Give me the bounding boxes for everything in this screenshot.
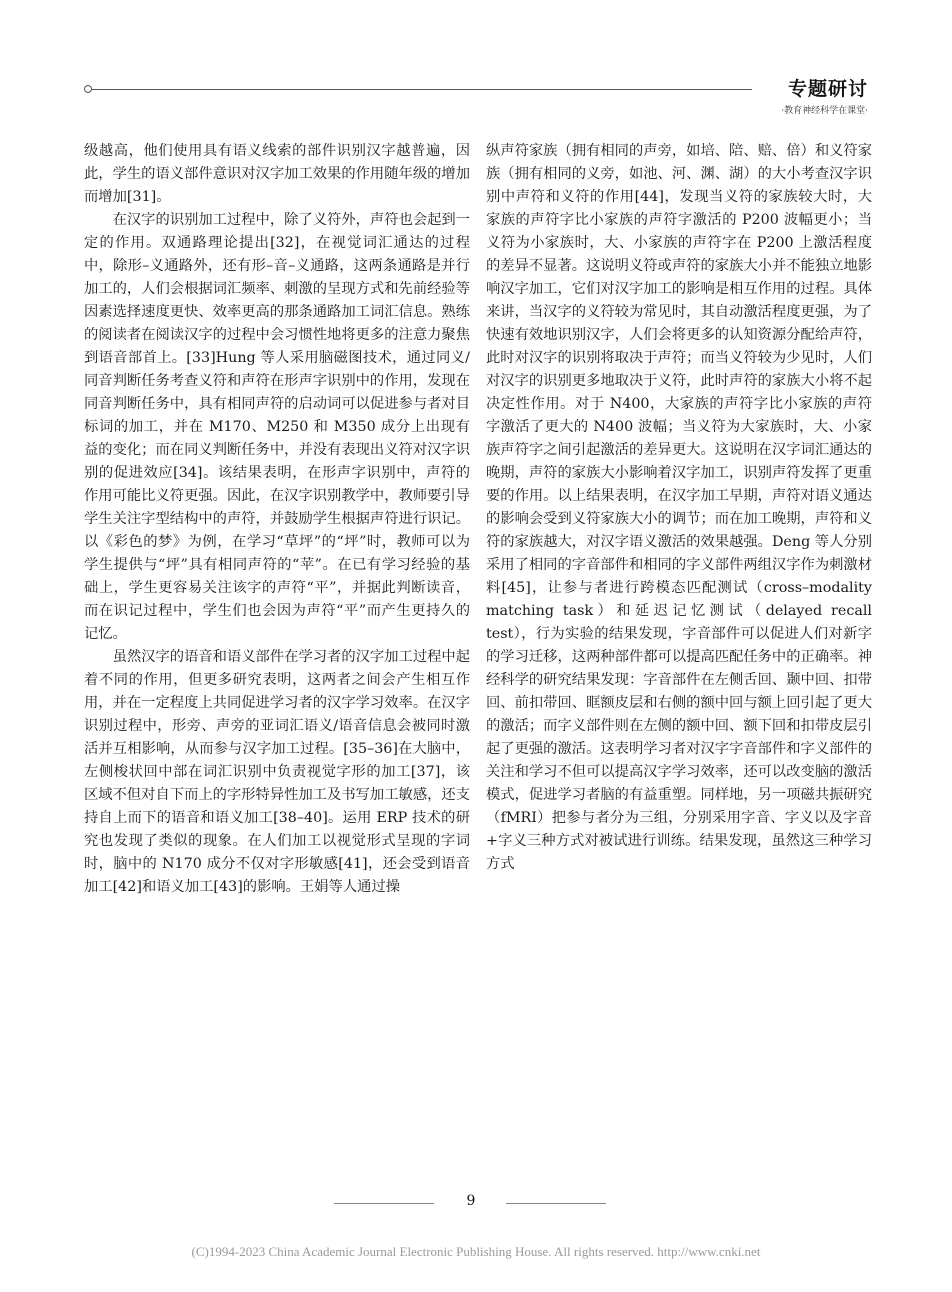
left-text-column	[84, 140, 470, 899]
copyright-notice: (C)1994-2023 China Academic Journal Electronic Publishing House. All rights reserved. http://www.cnki.net	[191, 1244, 761, 1259]
paragraph: 虽然汉字的语音和语义部件在学习者的汉字加工过程中起着不同的作用，但更多研究表明，这两者之间会产生相互作用，并在一定程度上共同促进学习者的汉字学习效率。在汉字识别过程中，形旁、声旁的亚词汇语义/语音信息会被同时激活并互相影响，从而参与汉字加工过程。[35–36]在大脑中，左侧梭状回中部在词汇识别中负责视觉字形的加工[37]，该区域不但对自下而上的字形特异性加工及书写加工敏感，还支持自上而下的语音和语义加工[38–40]。运用 ERP 技术的研究也发现了类似的现象。在人们加工以视觉形式呈现的字词时，脑中的 N170 成分不仅对字形敏感[41]，还会受到语音加工[42]和语义加工[43]的影响。王娟等人通过操	[84, 649, 471, 895]
footer-rule-right	[506, 1203, 606, 1204]
section-title: 专题研讨	[787, 78, 868, 100]
paragraph: 纵声符家族（拥有相同的声旁，如培、陪、赔、倍）和义符家族（拥有相同的义旁，如池、河、渊、湖）的大小考查汉字识别中声符和义符的作用[44]，发现当义符的家族较大时，大家族的声符字比小家族的声符字激活的 P200 波幅更小；当义符为小家族时，大、小家族的声符字在 P200 上激活程度的差异不显著。这说明义符或声符的家族大小并不能独立地影响汉字加工，它们对汉字加工的影响是相互作用的过程。具体来讲，当汉字的义符较为常见时，其自动激活程度更强，为了快速有效地识别汉字，人们会将更多的认知资源分配给声符，此时对汉字的识别将取决于声符；而当义符较为少见时，人们对汉字的识别更多地取决于义符，此时声符的家族大小将不起决定性作用。对于 N400，大家族的声符字比小家族的声符字激活了更大的 N400 波幅；当义符为大家族时，大、小家族声符字之间引起激活的差异更大。这说明在汉字词汇通达的晚期，声符的家族大小影响着汉字加工，识别声符发挥了更重要的作用。以上结果表明，在汉字加工早期，声符对语义通达的影响会受到义符家族大小的调节；而在加工晚期，声符和义符的家族越大，对汉字语义激活的效果越强。Deng 等人分别采用了相同的字音部件和相同的字义部件两组汉字作为刺激材料[45]，让参与者进行跨模态匹配测试（cross–modality matching task）和延迟记忆测试（delayed recall test），行为实验的结果发现，字音部件可以促进人们对新字的学习迁移，这两种部件都可以提高匹配任务中的正确率。神经科学的研究结果发现：字音部件在左侧舌回、颞中回、扣带回、前扣带回、眶额皮层和右侧的额中回与额上回引起了更大的激活；而字义部件则在左侧的额中回、额下回和扣带皮层引起了更强的激活。这表明学习者对汉字字音部件和字义部件的关注和学习不但可以提高汉字学习效率，还可以改变脑的激活模式，促进学习者脑的有益重塑。同样地，另一项磁共振研究（fMRI）把参与者分为三组，分别采用字音、字义以及字音+字义三种方式对被试进行训练。结果发现，虽然这三种学习方式	[486, 143, 873, 872]
right-text-column	[486, 140, 872, 876]
paragraph: 级越高，他们使用具有语义线索的部件识别汉字越普遍，因此，学生的语义部件意识对汉字加工效果的作用随年级的增加而增加[31]。	[84, 143, 471, 205]
footer-rule-left	[334, 1203, 434, 1204]
header-rule-circle	[84, 85, 92, 93]
header-rule	[92, 89, 752, 90]
paragraph: 在汉字的识别加工过程中，除了义符外，声符也会起到一定的作用。双通路理论提出[32]，在视觉词汇通达的过程中，除形–义通路外，还有形–音–义通路，这两条通路是并行加工的，人们会根据词汇频率、刺激的呈现方式和先前经验等因素选择速度更快、效率更高的那条通路加工词汇信息。熟练的阅读者在阅读汉字的过程中会习惯性地将更多的注意力聚焦到语音部首上。[33]Hung 等人采用脑磁图技术，通过同义/同音判断任务考查义符和声符在形声字识别中的作用，发现在同音判断任务中，具有相同声符的启动词可以促进参与者对目标词的加工，并在 M170、M250 和 M350 成分上出现有益的变化；而在同义判断任务中，并没有表现出义符对汉字识别的促进效应[34]。该结果表明，在形声字识别中，声符的作用可能比义符更强。因此，在汉字识别教学中，教师要引导学生关注字型结构中的声符，并鼓励学生根据声符进行识记。以《彩色的梦》为例，在学习“草坪”的“坪”时，教师可以为学生提供与“坪”具有相同声符的“苹”。在已有学习经验的基础上，学生更容易关注该字的声符“平”，并据此判断读音，而在识记过程中，学生们也会因为声符“平”而产生更持久的记忆。	[84, 212, 471, 642]
page-number: 9	[466, 1193, 476, 1209]
section-subtitle: ·教育神经科学在课堂·	[781, 106, 868, 116]
